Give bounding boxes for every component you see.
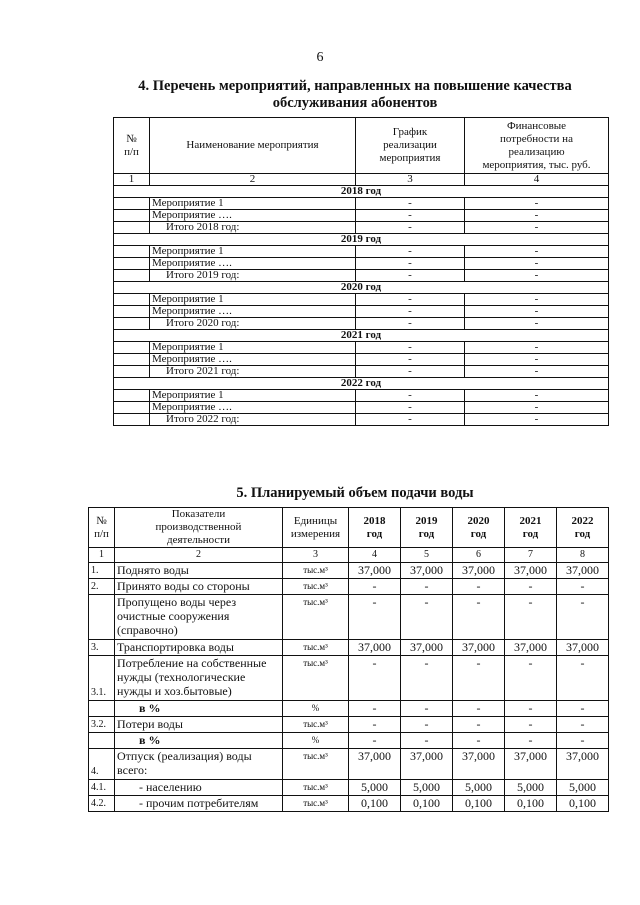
event-num <box>114 306 150 318</box>
indicator-num: 4.1. <box>89 780 115 796</box>
event-name: Итого 2019 год: <box>150 270 356 282</box>
water-header-row <box>89 508 609 548</box>
indicator-value-2020: 37,000 <box>453 563 505 579</box>
indicator-value-2019: - <box>401 579 453 595</box>
header-schedule: График реализации мероприятия <box>356 118 465 174</box>
indicator-unit: тыс.м³ <box>283 579 349 595</box>
indicator-num: 3. <box>89 640 115 656</box>
indicator-value-2022: 37,000 <box>557 749 609 780</box>
indicator-unit: тыс.м³ <box>283 640 349 656</box>
events-header-row <box>114 118 609 174</box>
indicator-row <box>89 579 609 595</box>
event-name: Мероприятие …. <box>150 402 356 414</box>
year-heading: 2018 год <box>114 186 609 198</box>
year-heading: 2021 год <box>114 330 609 342</box>
event-num <box>114 318 150 330</box>
indicator-value-2022: - <box>557 717 609 733</box>
indicator-value-2021: - <box>505 595 557 640</box>
event-name: Итого 2020 год: <box>150 318 356 330</box>
column-number-row <box>89 548 609 563</box>
indicator-value-2021: 0,100 <box>505 796 557 812</box>
column-number: 5 <box>401 548 453 563</box>
header-year-2021: 2021 год <box>505 508 557 548</box>
indicator-num: 1. <box>89 563 115 579</box>
indicator-value-2020: - <box>453 656 505 701</box>
event-schedule: - <box>356 294 465 306</box>
year-row <box>114 282 609 294</box>
header-event-name: Наименование мероприятия <box>150 118 356 174</box>
event-row <box>114 402 609 414</box>
indicator-value-2022: - <box>557 595 609 640</box>
event-row <box>114 366 609 378</box>
events-table <box>113 117 609 426</box>
indicator-value-2019: 37,000 <box>401 640 453 656</box>
event-row <box>114 414 609 426</box>
header-indicator: Показатели производственной деятельности <box>115 508 283 548</box>
indicator-row <box>89 717 609 733</box>
indicator-name: Поднято воды <box>115 563 283 579</box>
column-number: 7 <box>505 548 557 563</box>
indicator-value-2018: 5,000 <box>349 780 401 796</box>
event-schedule: - <box>356 342 465 354</box>
indicator-num: 3.1. <box>89 656 115 701</box>
event-finance: - <box>465 402 609 414</box>
indicator-row <box>89 733 609 749</box>
events-table-body <box>114 118 609 426</box>
event-name: Итого 2021 год: <box>150 366 356 378</box>
event-name: Мероприятие …. <box>150 210 356 222</box>
indicator-value-2019: - <box>401 701 453 717</box>
indicator-value-2020: 37,000 <box>453 749 505 780</box>
event-row <box>114 270 609 282</box>
header-year-2019: 2019 год <box>401 508 453 548</box>
header-year-2020: 2020 год <box>453 508 505 548</box>
indicator-value-2020: - <box>453 733 505 749</box>
indicator-value-2022: 37,000 <box>557 640 609 656</box>
indicator-value-2018: - <box>349 717 401 733</box>
event-num <box>114 402 150 414</box>
indicator-row <box>89 656 609 701</box>
event-schedule: - <box>356 198 465 210</box>
indicator-value-2018: - <box>349 701 401 717</box>
event-finance: - <box>465 246 609 258</box>
indicator-value-2021: 37,000 <box>505 640 557 656</box>
indicator-name: в % <box>115 733 283 749</box>
indicator-name: Пропущено воды через очистные сооружения (справочно) <box>115 595 283 640</box>
indicator-num <box>89 733 115 749</box>
year-heading: 2020 год <box>114 282 609 294</box>
event-row <box>114 390 609 402</box>
section5-title: 5. Планируемый объем подачи воды <box>236 485 474 501</box>
indicator-value-2019: 0,100 <box>401 796 453 812</box>
event-num <box>114 366 150 378</box>
event-name: Мероприятие 1 <box>150 246 356 258</box>
indicator-value-2018: 37,000 <box>349 640 401 656</box>
event-row <box>114 306 609 318</box>
event-num <box>114 354 150 366</box>
indicator-num: 2. <box>89 579 115 595</box>
column-number: 2 <box>150 174 356 186</box>
indicator-value-2022: 5,000 <box>557 780 609 796</box>
event-row <box>114 258 609 270</box>
indicator-row <box>89 595 609 640</box>
year-heading: 2019 год <box>114 234 609 246</box>
indicator-value-2021: - <box>505 717 557 733</box>
column-number: 1 <box>114 174 150 186</box>
event-name: Мероприятие …. <box>150 354 356 366</box>
indicator-value-2020: - <box>453 595 505 640</box>
event-schedule: - <box>356 414 465 426</box>
indicator-value-2019: - <box>401 595 453 640</box>
event-num <box>114 294 150 306</box>
header-num: № п/п <box>89 508 115 548</box>
event-finance: - <box>465 342 609 354</box>
indicator-value-2021: - <box>505 733 557 749</box>
event-finance: - <box>465 306 609 318</box>
event-schedule: - <box>356 366 465 378</box>
indicator-value-2022: - <box>557 579 609 595</box>
indicator-value-2020: - <box>453 579 505 595</box>
event-finance: - <box>465 390 609 402</box>
indicator-value-2021: 5,000 <box>505 780 557 796</box>
event-finance: - <box>465 198 609 210</box>
event-name: Мероприятие …. <box>150 306 356 318</box>
event-schedule: - <box>356 246 465 258</box>
indicator-value-2019: 5,000 <box>401 780 453 796</box>
year-row <box>114 186 609 198</box>
indicator-value-2018: - <box>349 579 401 595</box>
event-row <box>114 246 609 258</box>
indicator-value-2018: - <box>349 656 401 701</box>
indicator-name: Потери воды <box>115 717 283 733</box>
indicator-row <box>89 640 609 656</box>
event-row <box>114 210 609 222</box>
indicator-value-2021: 37,000 <box>505 749 557 780</box>
event-num <box>114 414 150 426</box>
indicator-value-2020: - <box>453 701 505 717</box>
year-row <box>114 378 609 390</box>
page-number: 6 <box>316 50 324 65</box>
event-finance: - <box>465 318 609 330</box>
indicator-value-2019: - <box>401 656 453 701</box>
indicator-unit: тыс.м³ <box>283 563 349 579</box>
header-year-2018: 2018 год <box>349 508 401 548</box>
indicator-name: Отпуск (реализация) воды всего: <box>115 749 283 780</box>
indicator-unit: тыс.м³ <box>283 749 349 780</box>
indicator-num: 4. <box>89 749 115 780</box>
indicator-name: в % <box>115 701 283 717</box>
section4-title-line2: обслуживания абонентов <box>272 95 438 111</box>
column-number: 6 <box>453 548 505 563</box>
event-finance: - <box>465 258 609 270</box>
indicator-name: - прочим потребителям <box>115 796 283 812</box>
year-row <box>114 234 609 246</box>
event-finance: - <box>465 294 609 306</box>
column-number: 2 <box>115 548 283 563</box>
indicator-unit: тыс.м³ <box>283 656 349 701</box>
event-row <box>114 318 609 330</box>
indicator-row <box>89 796 609 812</box>
indicator-value-2019: 37,000 <box>401 749 453 780</box>
indicator-unit: тыс.м³ <box>283 595 349 640</box>
water-supply-table-body <box>89 508 609 812</box>
indicator-value-2019: - <box>401 733 453 749</box>
indicator-row <box>89 701 609 717</box>
indicator-unit: тыс.м³ <box>283 780 349 796</box>
event-num <box>114 258 150 270</box>
event-num <box>114 198 150 210</box>
indicator-row <box>89 563 609 579</box>
event-name: Мероприятие …. <box>150 258 356 270</box>
event-num <box>114 222 150 234</box>
header-finance: Финансовые потребности на реализацию мероприятия, тыс. руб. <box>465 118 609 174</box>
event-schedule: - <box>356 222 465 234</box>
event-finance: - <box>465 270 609 282</box>
event-row <box>114 222 609 234</box>
indicator-name: - населению <box>115 780 283 796</box>
event-schedule: - <box>356 306 465 318</box>
section4-title-line1: 4. Перечень мероприятий, направленных на повышение качества <box>138 78 572 94</box>
indicator-unit: % <box>283 701 349 717</box>
indicator-num <box>89 701 115 717</box>
column-number: 3 <box>356 174 465 186</box>
event-name: Мероприятие 1 <box>150 198 356 210</box>
header-num: № п/п <box>114 118 150 174</box>
indicator-value-2022: - <box>557 656 609 701</box>
indicator-value-2022: - <box>557 733 609 749</box>
event-name: Мероприятие 1 <box>150 342 356 354</box>
event-schedule: - <box>356 390 465 402</box>
event-schedule: - <box>356 270 465 282</box>
indicator-name: Принято воды со стороны <box>115 579 283 595</box>
indicator-value-2018: - <box>349 595 401 640</box>
indicator-value-2019: 37,000 <box>401 563 453 579</box>
column-number: 1 <box>89 548 115 563</box>
column-number: 4 <box>349 548 401 563</box>
indicator-value-2018: 37,000 <box>349 563 401 579</box>
event-finance: - <box>465 222 609 234</box>
indicator-value-2018: 0,100 <box>349 796 401 812</box>
event-schedule: - <box>356 402 465 414</box>
indicator-value-2020: 5,000 <box>453 780 505 796</box>
event-name: Мероприятие 1 <box>150 294 356 306</box>
event-name: Мероприятие 1 <box>150 390 356 402</box>
indicator-row <box>89 749 609 780</box>
event-finance: - <box>465 366 609 378</box>
indicator-value-2022: 37,000 <box>557 563 609 579</box>
event-name: Итого 2022 год: <box>150 414 356 426</box>
column-number-row <box>114 174 609 186</box>
indicator-value-2020: 0,100 <box>453 796 505 812</box>
event-num <box>114 390 150 402</box>
event-row <box>114 342 609 354</box>
event-num <box>114 210 150 222</box>
event-row <box>114 294 609 306</box>
event-finance: - <box>465 414 609 426</box>
indicator-value-2022: - <box>557 701 609 717</box>
indicator-value-2020: 37,000 <box>453 640 505 656</box>
indicator-name: Транспортировка воды <box>115 640 283 656</box>
indicator-num: 3.2. <box>89 717 115 733</box>
indicator-row <box>89 780 609 796</box>
indicator-value-2021: - <box>505 701 557 717</box>
indicator-value-2021: - <box>505 656 557 701</box>
indicator-value-2021: 37,000 <box>505 563 557 579</box>
event-num <box>114 342 150 354</box>
column-number: 3 <box>283 548 349 563</box>
event-name: Итого 2018 год: <box>150 222 356 234</box>
indicator-value-2019: - <box>401 717 453 733</box>
event-num <box>114 246 150 258</box>
event-schedule: - <box>356 354 465 366</box>
column-number: 4 <box>465 174 609 186</box>
indicator-num: 4.2. <box>89 796 115 812</box>
water-supply-table <box>88 507 609 812</box>
event-schedule: - <box>356 210 465 222</box>
event-row <box>114 354 609 366</box>
indicator-num <box>89 595 115 640</box>
header-year-2022: 2022 год <box>557 508 609 548</box>
event-finance: - <box>465 210 609 222</box>
indicator-value-2022: 0,100 <box>557 796 609 812</box>
indicator-unit: % <box>283 733 349 749</box>
indicator-value-2020: - <box>453 717 505 733</box>
indicator-value-2021: - <box>505 579 557 595</box>
indicator-unit: тыс.м³ <box>283 717 349 733</box>
column-number: 8 <box>557 548 609 563</box>
event-num <box>114 270 150 282</box>
event-schedule: - <box>356 318 465 330</box>
indicator-name: Потребление на собственные нужды (технологические нужды и хоз.бытовые) <box>115 656 283 701</box>
section4-title <box>100 78 610 112</box>
year-row <box>114 330 609 342</box>
indicator-value-2018: 37,000 <box>349 749 401 780</box>
indicator-value-2018: - <box>349 733 401 749</box>
year-heading: 2022 год <box>114 378 609 390</box>
event-schedule: - <box>356 258 465 270</box>
indicator-unit: тыс.м³ <box>283 796 349 812</box>
header-unit: Единицы измерения <box>283 508 349 548</box>
event-finance: - <box>465 354 609 366</box>
event-row <box>114 198 609 210</box>
